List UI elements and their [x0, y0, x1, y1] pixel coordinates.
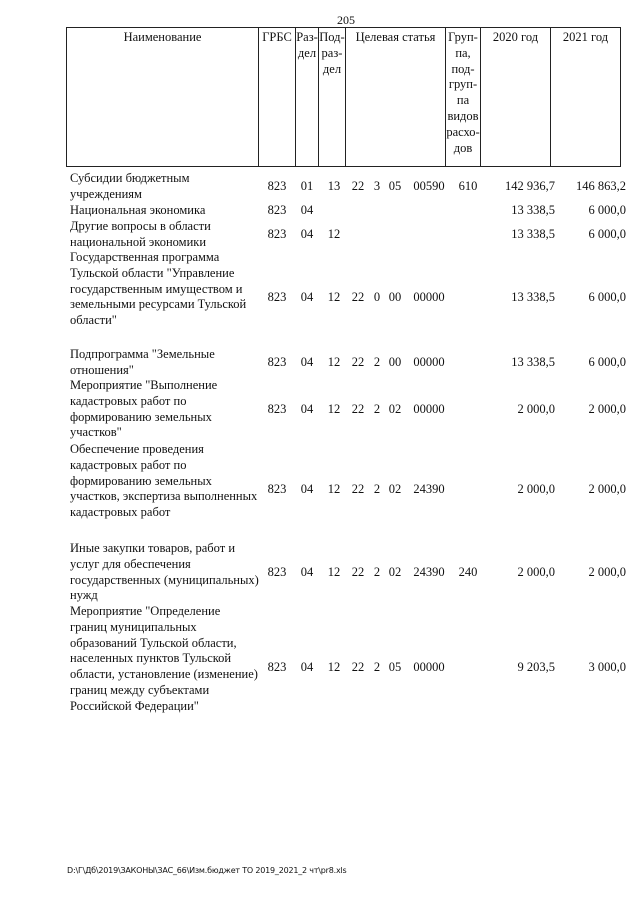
row-name: Иные закупки товаров, работ и услуг для обеспечения государственных (муниципальных) нужд [70, 541, 259, 603]
cell-year-2020: 2 000,0 [517, 482, 555, 496]
cell-target-program: 22 [351, 290, 365, 304]
cell-podrazdel: 12 [327, 660, 341, 674]
row-name: Национальная экономика [70, 203, 206, 217]
cell-target-subprogram: 2 [373, 355, 381, 369]
cell-podrazdel: 12 [327, 290, 341, 304]
cell-target-direction: 00590 [413, 179, 445, 193]
cell-grbs: 823 [267, 290, 287, 304]
cell-group: 610 [458, 179, 478, 193]
table-header [66, 27, 621, 167]
cell-target-subprogram: 2 [373, 402, 381, 416]
cell-target-event: 00 [388, 290, 402, 304]
cell-target-program: 22 [351, 179, 365, 193]
row-name: Государственная программа Тульской области "Управление государственным имуществом и земельными ресурсами Тульской области" [70, 250, 247, 328]
cell-year-2020: 13 338,5 [511, 227, 555, 241]
row-name: Субсидии бюджетным учреждениям [70, 171, 190, 201]
cell-year-2020: 2 000,0 [517, 565, 555, 579]
cell-target-direction: 24390 [413, 565, 445, 579]
cell-podrazdel: 12 [327, 482, 341, 496]
header-year-2020: 2020 год [481, 28, 551, 167]
cell-target-direction: 24390 [413, 482, 445, 496]
cell-target-direction: 00000 [413, 402, 445, 416]
cell-year-2020: 9 203,5 [517, 660, 555, 674]
cell-year-2021: 6 000,0 [588, 355, 626, 369]
header-razdel: Раз-дел [296, 28, 319, 167]
cell-target-event: 05 [388, 179, 402, 193]
cell-target-program: 22 [351, 660, 365, 674]
cell-target-event: 02 [388, 402, 402, 416]
cell-target-subprogram: 2 [373, 660, 381, 674]
cell-target-subprogram: 2 [373, 565, 381, 579]
header-podrazdel: Под-раз-дел [319, 28, 346, 167]
cell-razdel: 04 [300, 565, 314, 579]
cell-razdel: 04 [300, 402, 314, 416]
cell-target-program: 22 [351, 402, 365, 416]
cell-razdel: 01 [300, 179, 314, 193]
cell-podrazdel: 12 [327, 355, 341, 369]
cell-razdel: 04 [300, 290, 314, 304]
cell-target-subprogram: 2 [373, 482, 381, 496]
cell-year-2021: 146 863,2 [576, 179, 626, 193]
cell-year-2020: 13 338,5 [511, 203, 555, 217]
cell-target-event: 02 [388, 482, 402, 496]
cell-razdel: 04 [300, 227, 314, 241]
cell-year-2021: 6 000,0 [588, 203, 626, 217]
header-group: Груп-па, под-груп-па видов расхо-дов [446, 28, 481, 167]
cell-year-2021: 2 000,0 [588, 565, 626, 579]
cell-podrazdel: 12 [327, 565, 341, 579]
cell-razdel: 04 [300, 355, 314, 369]
cell-year-2021: 2 000,0 [588, 482, 626, 496]
cell-podrazdel: 12 [327, 227, 341, 241]
cell-grbs: 823 [267, 355, 287, 369]
cell-grbs: 823 [267, 565, 287, 579]
cell-target-event: 00 [388, 355, 402, 369]
header-name: Наименование [67, 28, 259, 167]
row-name: Мероприятие "Выполнение кадастровых работ по формированию земельных участков" [70, 378, 218, 440]
cell-target-program: 22 [351, 565, 365, 579]
cell-target-direction: 00000 [413, 290, 445, 304]
cell-year-2020: 13 338,5 [511, 355, 555, 369]
cell-year-2021: 6 000,0 [588, 227, 626, 241]
cell-podrazdel: 13 [327, 179, 341, 193]
cell-year-2021: 2 000,0 [588, 402, 626, 416]
cell-year-2020: 142 936,7 [505, 179, 555, 193]
cell-target-program: 22 [351, 482, 365, 496]
cell-grbs: 823 [267, 203, 287, 217]
cell-target-direction: 00000 [413, 355, 445, 369]
cell-target-program: 22 [351, 355, 365, 369]
header-target: Целевая статья [346, 28, 446, 167]
cell-year-2021: 3 000,0 [588, 660, 626, 674]
cell-grbs: 823 [267, 402, 287, 416]
cell-group: 240 [458, 565, 478, 579]
cell-target-direction: 00000 [413, 660, 445, 674]
cell-razdel: 04 [300, 660, 314, 674]
cell-target-event: 05 [388, 660, 402, 674]
cell-razdel: 04 [300, 482, 314, 496]
cell-target-subprogram: 3 [373, 179, 381, 193]
file-path-footer: D:\Г\Дб\2019\ЗАКОНЫ\ЗАС_66\Изм.бюджет ТО 2019_2021_2 чт\pr8.xls [67, 866, 347, 875]
cell-grbs: 823 [267, 660, 287, 674]
cell-grbs: 823 [267, 482, 287, 496]
header-year-2021: 2021 год [551, 28, 621, 167]
cell-target-subprogram: 0 [373, 290, 381, 304]
row-name: Подпрограмма "Земельные отношения" [70, 347, 215, 377]
row-name: Другие вопросы в области национальной экономики [70, 219, 211, 249]
cell-year-2020: 2 000,0 [517, 402, 555, 416]
cell-podrazdel: 12 [327, 402, 341, 416]
cell-grbs: 823 [267, 179, 287, 193]
row-name: Мероприятие "Определение границ муниципальных образований Тульской области, населенных пунктов Тульской области, установление (изменение) границ между субъектами Российской Федерации" [70, 604, 258, 713]
cell-target-event: 02 [388, 565, 402, 579]
cell-year-2021: 6 000,0 [588, 290, 626, 304]
row-name: Обеспечение проведения кадастровых работ по формированию земельных участков, экспертиза выполненных кадастровых работ [70, 442, 258, 520]
cell-year-2020: 13 338,5 [511, 290, 555, 304]
cell-grbs: 823 [267, 227, 287, 241]
page-number: 205 [337, 13, 355, 27]
header-grbs: ГРБС [259, 28, 296, 167]
cell-razdel: 04 [300, 203, 314, 217]
